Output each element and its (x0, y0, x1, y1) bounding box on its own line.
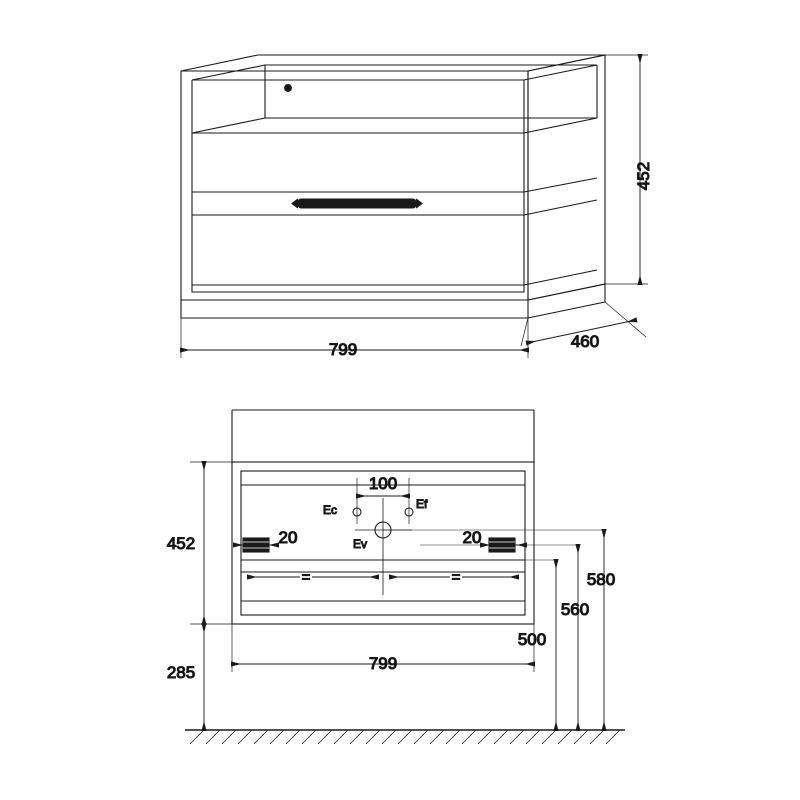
front-countertop (232, 410, 534, 462)
equal-right: = (451, 569, 461, 586)
iso-dim-width-label: 799 (328, 340, 358, 359)
front-dim-level-560-label: 560 (560, 600, 590, 619)
ef-label: Ef (416, 497, 428, 511)
front-dim-cabinet-height (167, 462, 232, 624)
front-dim-floor-clearance-label: 285 (166, 663, 196, 682)
iso-dim-depth (521, 302, 646, 351)
front-dim-floor-clearance (167, 624, 232, 730)
iso-cabinet-body (181, 55, 605, 318)
front-dim-cabinet-width-label: 799 (368, 654, 398, 673)
ec-label: Ec (322, 503, 337, 517)
front-dim-tap-spacing-label: 100 (368, 474, 398, 493)
iso-dim-depth-label: 460 (570, 332, 600, 351)
front-dim-level-580-label: 580 (586, 570, 616, 589)
front-dim-bracket-right-label: 20 (462, 528, 482, 547)
iso-dim-width (181, 300, 528, 359)
front-dim-level-500-label: 500 (517, 630, 547, 649)
iso-dim-height (605, 55, 653, 284)
front-view (167, 410, 625, 744)
iso-dim-height-label: 452 (634, 161, 653, 191)
ev-label: Ev (352, 537, 368, 551)
front-dim-cabinet-width (232, 624, 534, 673)
front-dim-bracket-left-label: 20 (278, 528, 298, 547)
floor-line (185, 730, 625, 744)
front-dim-tap-spacing (357, 474, 409, 500)
isometric-view (181, 55, 653, 359)
equal-left: = (301, 569, 311, 586)
front-dim-cabinet-height-label: 452 (166, 534, 196, 553)
